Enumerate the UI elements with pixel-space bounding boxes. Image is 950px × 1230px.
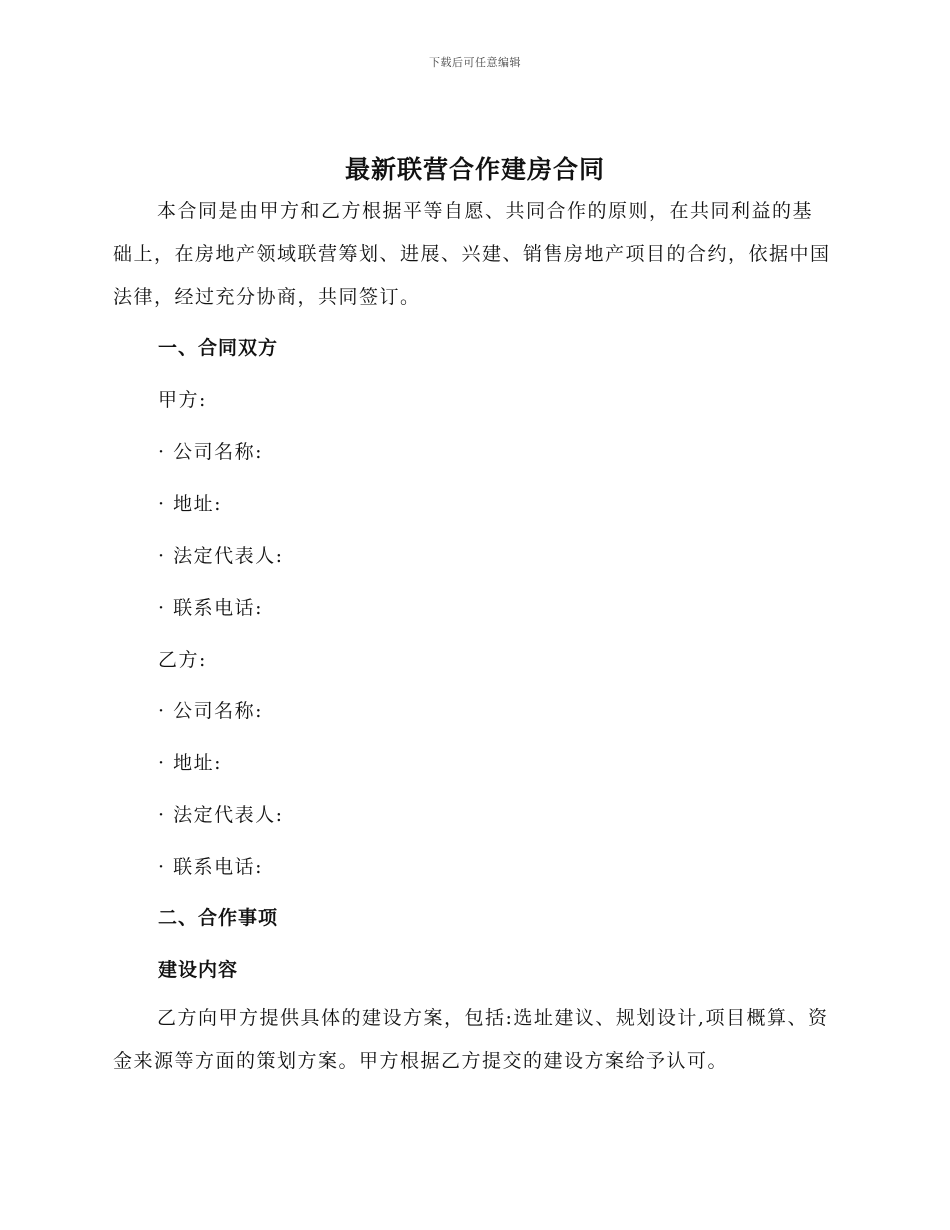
construction-paragraph: 乙方向甲方提供具体的建设方案，包括:选址建议、规划设计,项目概算、资金来源等方面的策划方案。甲方根据乙方提交的建设方案给予认可。 [113,1007,829,1072]
party-a-address: · 地址: [158,493,222,515]
section-heading-cooperation: 二、合作事项 [158,907,279,929]
party-a-representative: · 法定代表人: [158,545,284,567]
party-b-label: 乙方: [158,649,207,671]
party-b-representative: · 法定代表人: [158,804,284,826]
party-b-phone: · 联系电话: [158,856,263,878]
party-b-address: · 地址: [158,752,222,774]
party-a-company: · 公司名称: [158,441,263,463]
party-a-phone: · 联系电话: [158,597,263,619]
sub-heading-construction: 建设内容 [158,959,239,981]
party-a-label: 甲方: [158,389,207,411]
document-title: 最新联营合作建房合同 [344,155,605,184]
party-b-company: · 公司名称: [158,700,263,722]
intro-paragraph: 本合同是由甲方和乙方根据平等自愿、共同合作的原则，在共同利益的基础上，在房地产领域联营筹划、进展、兴建、销售房地产项目的合约，依据中国法律，经过充分协商，共同签订。 [113,200,831,308]
header-note: 下载后可任意编辑 [429,56,521,69]
section-heading-parties: 一、合同双方 [158,337,279,359]
